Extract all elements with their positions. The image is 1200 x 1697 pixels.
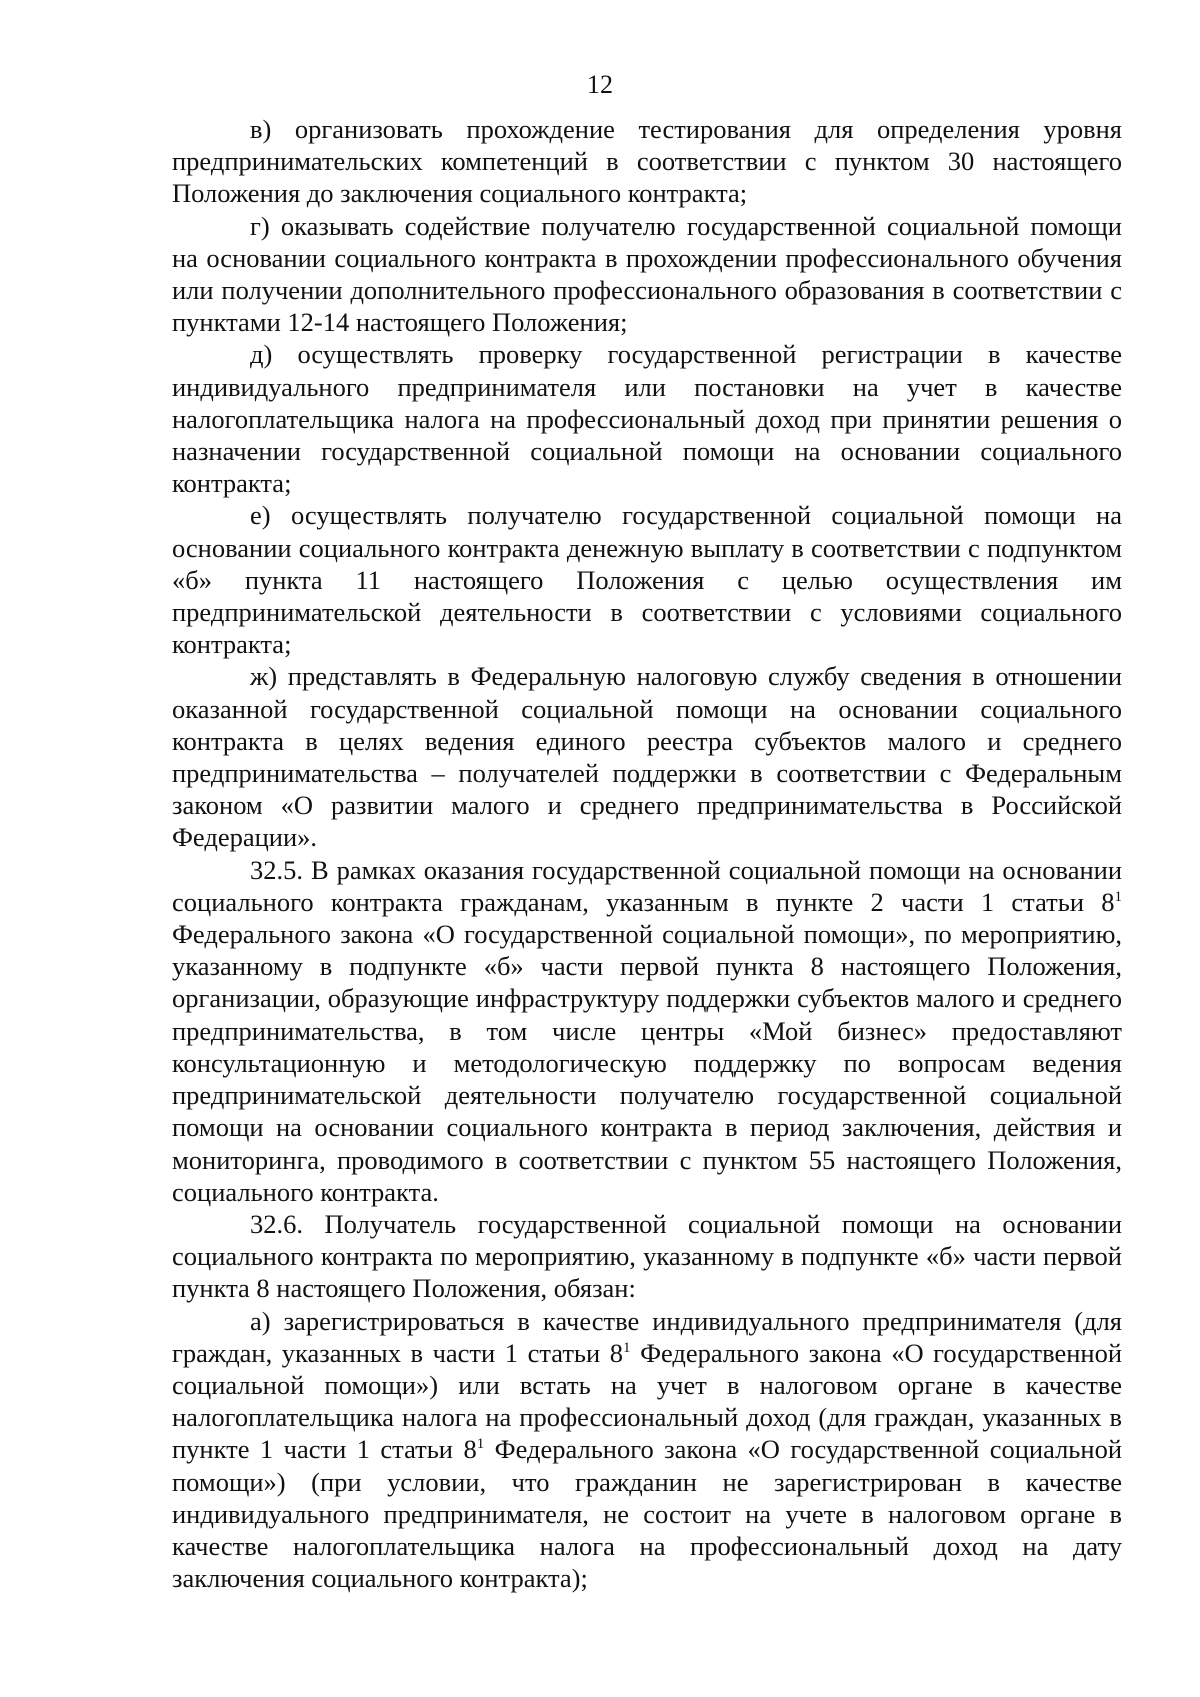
paragraph-item-d: д) осуществлять проверку государственной регистрации в качестве индивидуального предпринимателя или постановки на учет в качестве налогоплательщика налога на профессиональный доход при принятии решения о назначении государственной социальной помощи на основании социального контракта; bbox=[172, 339, 1122, 499]
paragraph-text: Федерального закона «О государственной социальной помощи», по мероприятию, указанному в подпункте «б» части первой пункта 8 настоящего Положения, организации, образующие инфраструктуру поддержки субъектов малого и среднего предпринимательства, в том числе центры «Мой бизнес» предоставляют консультационную и методологическую поддержку по вопросам ведения предпринимательской деятельности получателю государственной социальной помощи на основании социального контракта в период заключения, действия и мониторинга, проводимого в соответствии с пунктом 55 настоящего Положения, социального контракта. bbox=[172, 919, 1122, 1207]
paragraph-section-32-5 bbox=[172, 854, 1122, 1208]
paragraph-item-a bbox=[172, 1305, 1122, 1595]
paragraph-text: 32.5. В рамках оказания государственной социальной помощи на основании социального контракта гражданам, указанным в пункте 2 части 1 статьи 8 bbox=[172, 854, 1122, 917]
superscript: 1 bbox=[1114, 889, 1122, 906]
paragraph-item-zh: ж) представлять в Федеральную налоговую службу сведения в отношении оказанной государственной социальной помощи на основании социального контракта в целях ведения единого реестра субъектов малого и среднего предпринимательства – получателей поддержки в соответствии с Федеральным законом «О развитии малого и среднего предпринимательства в Российской Федерации». bbox=[172, 661, 1122, 853]
paragraph-text: а) зарегистрироваться в качестве индивидуального предпринимателя (для граждан, указанных в части 1 статьи 8 bbox=[172, 1305, 1122, 1368]
paragraph-section-32-6: 32.6. Получатель государственной социальной помощи на основании социального контракта по мероприятию, указанному в подпункте «б» части первой пункта 8 настоящего Положения, обязан: bbox=[172, 1208, 1122, 1304]
paragraph-text: Федерального закона «О государственной социальной помощи») или встать на учет в налоговом органе в качестве налогоплательщика налога на профессиональный доход (для граждан, указанных в пункте 1 части 1 статьи 8 bbox=[172, 1337, 1123, 1465]
paragraph-item-g: г) оказывать содействие получателю государственной социальной помощи на основании социального контракта в прохождении профессионального обучения или получении дополнительного профессионального образования в соответствии с пунктами 12-14 настоящего Положения; bbox=[172, 210, 1122, 338]
paragraph-item-v: в) организовать прохождение тестирования для определения уровня предпринимательских компетенций в соответствии с пунктом 30 настоящего Положения до заключения социального контракта; bbox=[172, 114, 1122, 209]
superscript: 1 bbox=[623, 1339, 631, 1356]
document-body bbox=[172, 113, 1122, 1594]
page-number: 12 bbox=[587, 70, 613, 99]
paragraph-item-e: е) осуществлять получателю государственной социальной помощи на основании социального контракта денежную выплату в соответствии с подпунктом «б» пункта 11 настоящего Положения с целью осуществления им предпринимательской деятельности в соответствии с условиями социального контракта; bbox=[172, 500, 1122, 660]
paragraph-text: Федерального закона «О государственной социальной помощи») (при условии, что гражданин не зарегистрирован в качестве индивидуального предпринимателя, не состоит на учете в налоговом органе в качестве налогоплательщика налога на профессиональный доход на дату заключения социального контракта); bbox=[172, 1434, 1122, 1594]
superscript: 1 bbox=[476, 1436, 485, 1453]
